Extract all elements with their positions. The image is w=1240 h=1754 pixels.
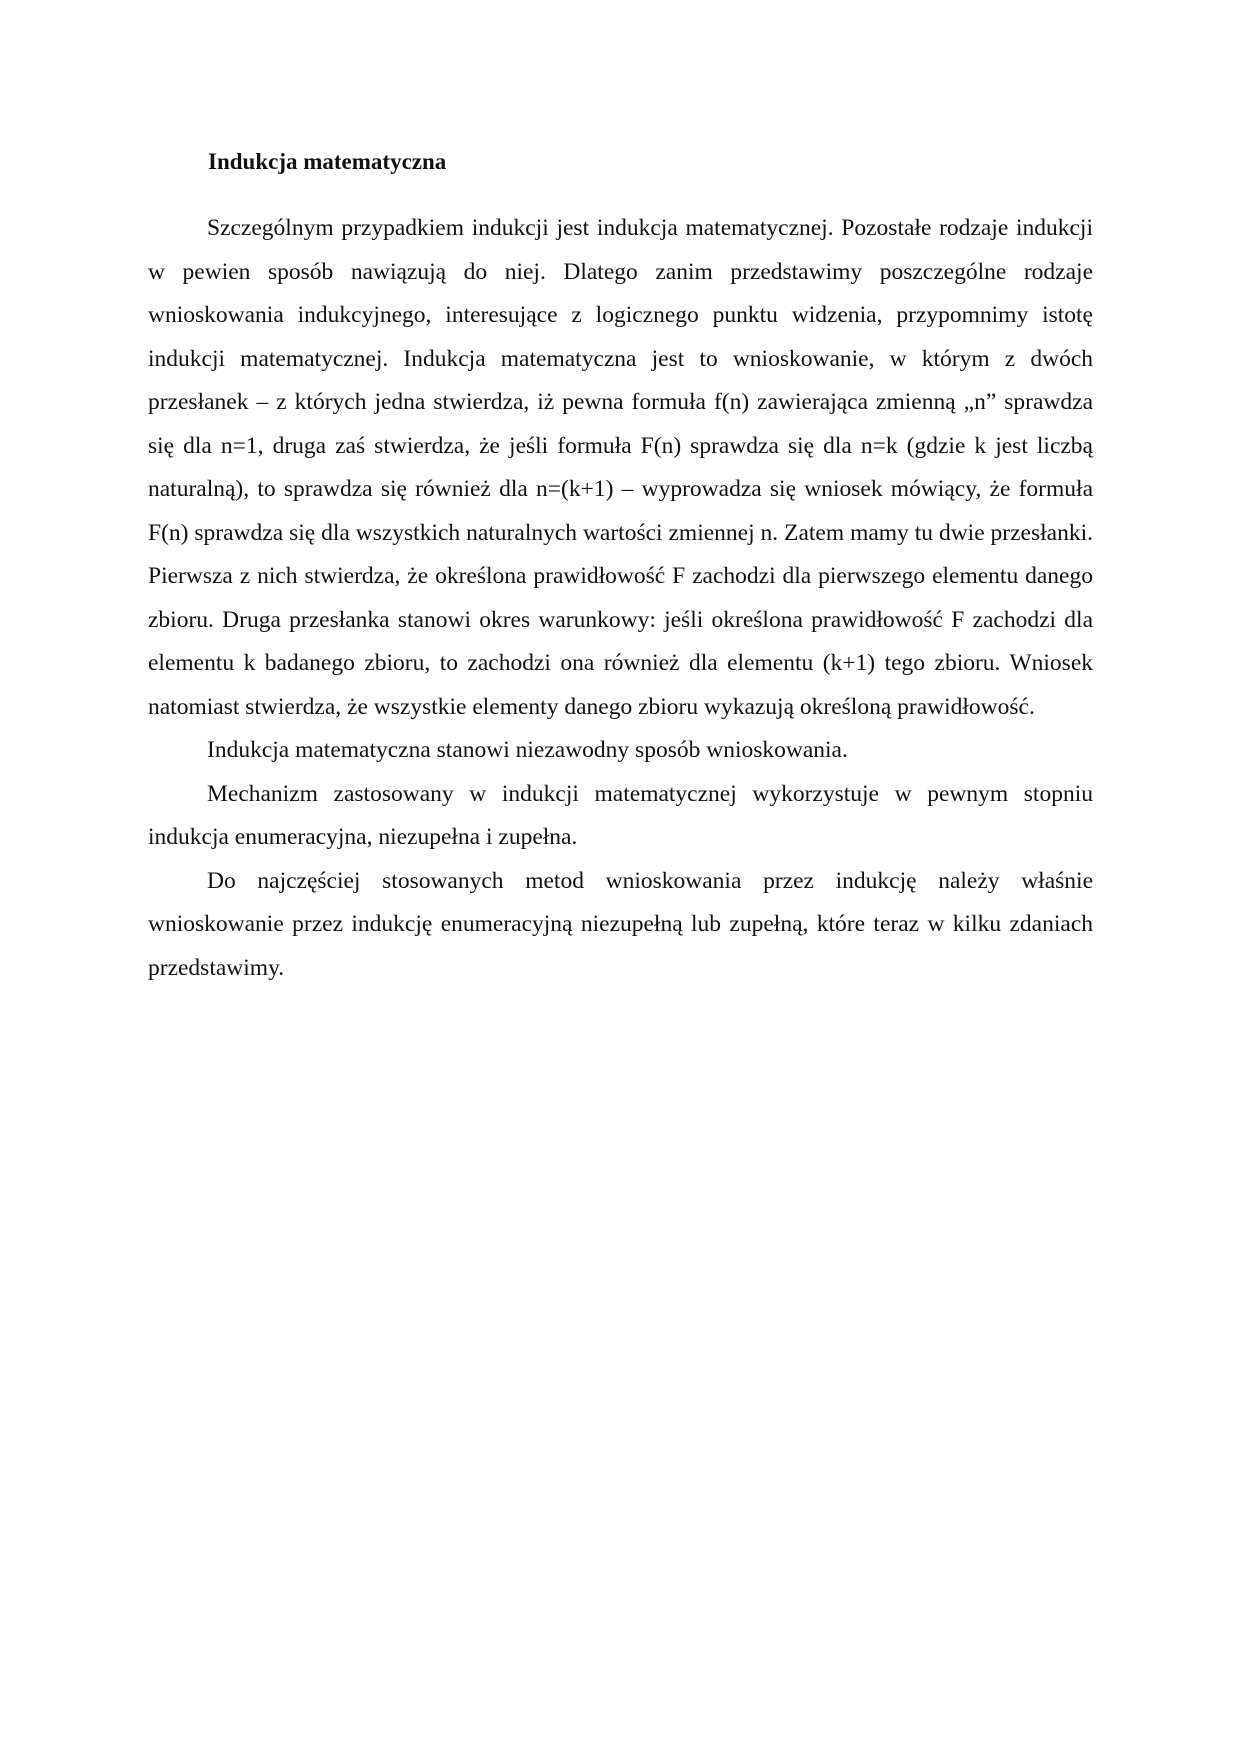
document-title: Indukcja matematyczna (208, 149, 447, 174)
paragraph-methods: Do najczęściej stosowanych metod wnioskowania przez indukcję należy właśnie wnioskowanie przez indukcję enumeracyjną niezupełną lub zupełną, które teraz w kilku zdaniach przedstawimy. (148, 867, 1093, 981)
paragraph-mechanism: Mechanizm zastosowany w indukcji matematycznej wykorzystuje w pewnym stopniu indukcja enumeracyjna, niezupełna i zupełna. (148, 780, 1093, 850)
paragraph-reliability: Indukcja matematyczna stanowi niezawodny sposób wnioskowania. (207, 737, 848, 763)
paragraph-definition: Szczególnym przypadkiem indukcji jest indukcja matematycznej. Pozostałe rodzaje indukcji w pewien sposób nawiązują do niej. Dlatego zanim przedstawimy poszczególne rodzaje wnioskowania indukcyjnego, interesujące z logicznego punktu widzenia, przypomnimy istotę indukcji matematycznej. Indukcja matematyczna jest to wnioskowanie, w którym z dwóch przesłanek – z których jedna stwierdza, iż pewna formuła f(n) zawierająca zmienną „n” sprawdza się dla n=1, druga zaś stwierdza, że jeśli formuła F(n) sprawdza się dla n=k (gdzie k jest liczbą naturalną), to sprawdza się również dla n=(k+1) – wyprowadza się wniosek mówiący, że formuła F(n) sprawdza się dla wszystkich naturalnych wartości zmiennej n. Zatem mamy tu dwie przesłanki. Pierwsza z nich stwierdza, że określona prawidłowość F zachodzi dla pierwszego elementu danego zbioru. Druga przesłanka stanowi okres warunkowy: jeśli określona prawidłowość F zachodzi dla elementu k badanego zbioru, to zachodzi ona również dla elementu (k+1) tego zbioru. Wniosek natomiast stwierdza, że wszystkie elementy danego zbioru wykazują określoną prawidłowość. (148, 215, 1093, 720)
document-body (148, 147, 1093, 990)
